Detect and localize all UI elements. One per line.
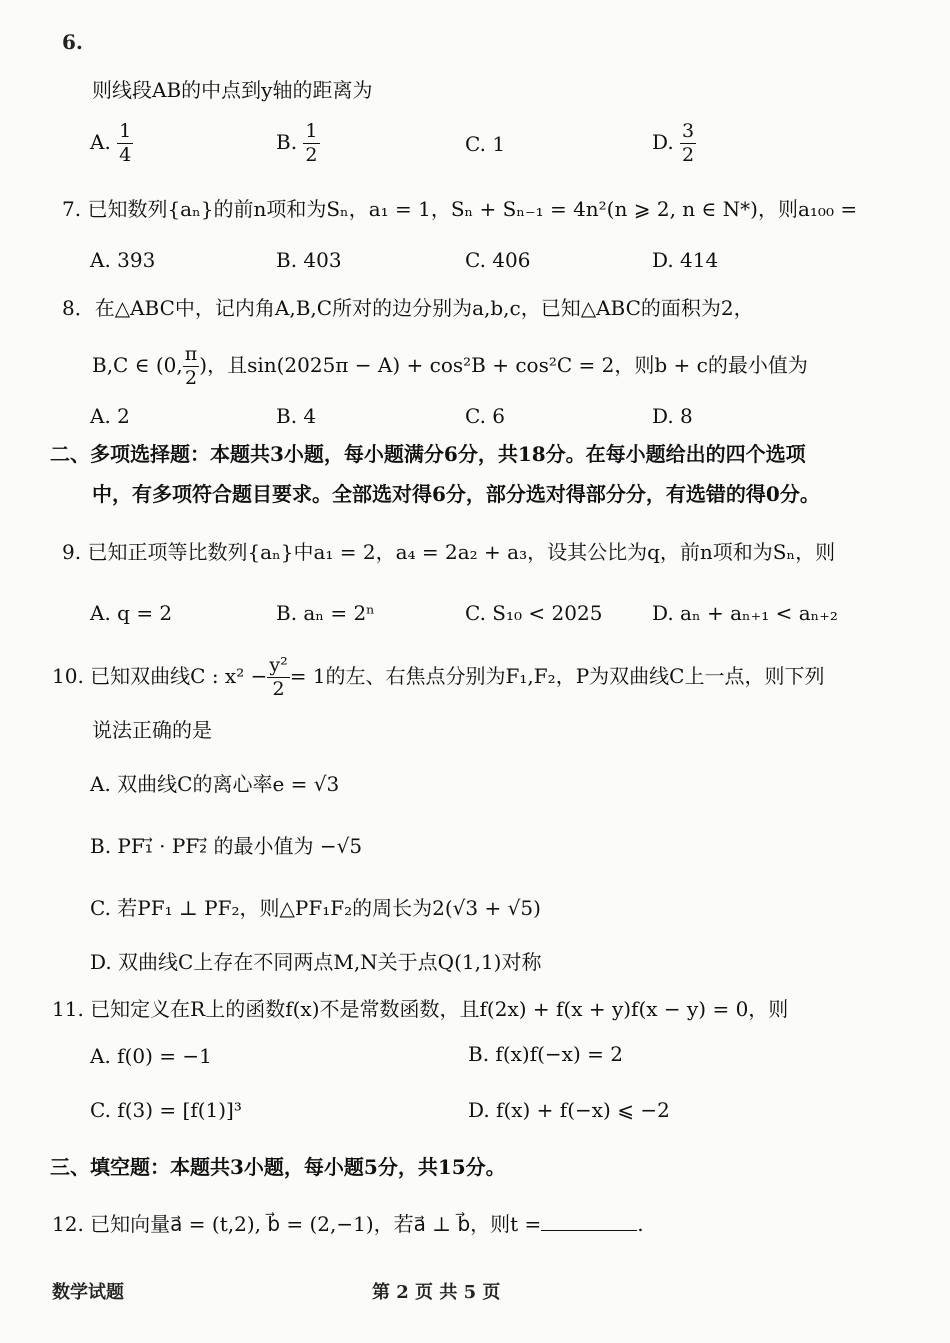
fraction: $\frac{\text{y²}}{2}$ xyxy=(269,654,288,700)
section2-heading-line2: 中，有多项符合题目要求。全部选对得6分，部分选对得部分分，有选错的得0分。 xyxy=(92,482,820,506)
q10-option-d: D. 双曲线C上存在不同两点M,N关于点Q(1,1)对称 xyxy=(90,950,542,974)
q7-stem: 7. 已知数列{aₙ}的前n项和为Sₙ，a₁ = 1，Sₙ + Sₙ₋₁ = 4n²(n ⩾ 2, n ∈ N*)，则a₁₀₀ = xyxy=(62,197,858,221)
q8-option-a: A. 2 xyxy=(90,404,130,428)
fraction: $\frac{1}{2}$ xyxy=(305,120,318,166)
q8-stem-line2: B,C ∈ (0, $\frac{\pi}{2}$ )，且sin(2025π − A) + cos²B + cos²C = 2，则b + c的最小值为 xyxy=(92,343,808,389)
q6-option-b: B. $\frac{1}{2}$ xyxy=(276,120,318,166)
top-fragment: 6. xyxy=(62,30,83,54)
q10-stem-line2: 说法正确的是 xyxy=(92,718,212,742)
q10-stem-line1: 10. 已知双曲线C : x² − $\frac{\text{y²}}{2}$ = 1的左、右焦点分别为F₁,F₂，P为双曲线C上一点，则下列 xyxy=(52,654,825,700)
fraction: $\frac{1}{4}$ xyxy=(119,120,132,166)
q9-option-c: C. S₁₀ < 2025 xyxy=(465,601,603,625)
q8-stem-line1: 8．在△ABC中，记内角A,B,C所对的边分别为a,b,c，已知△ABC的面积为2， xyxy=(62,296,754,320)
footer-subject: 数学试题 xyxy=(52,1282,124,1303)
q7-option-d: D. 414 xyxy=(652,248,719,272)
q10-option-b: B. PF₁⃗ · PF₂⃗ 的最小值为 −√5 xyxy=(90,834,363,858)
q11-option-b: B. f(x)f(−x) = 2 xyxy=(468,1042,623,1066)
q7-option-c: C. 406 xyxy=(465,248,531,272)
q7-option-a: A. 393 xyxy=(90,248,156,272)
q6-stem: 则线段AB的中点到y轴的距离为 xyxy=(92,78,373,102)
fraction: $\frac{3}{2}$ xyxy=(682,120,695,166)
q7-option-b: B. 403 xyxy=(276,248,342,272)
q9-option-a: A. q = 2 xyxy=(90,601,173,625)
section2-heading-line1: 二、多项选择题：本题共3小题，每小题满分6分，共18分。在每小题给出的四个选项 xyxy=(50,442,806,466)
q9-option-d: D. aₙ + aₙ₊₁ < aₙ₊₂ xyxy=(652,601,838,625)
q11-option-c: C. f(3) = [f(1)]³ xyxy=(90,1098,242,1122)
q11-stem: 11. 已知定义在R上的函数f(x)不是常数函数，且f(2x) + f(x + y)f(x − y) = 0，则 xyxy=(52,997,789,1021)
q10-option-c: C. 若PF₁ ⊥ PF₂，则△PF₁F₂的周长为2(√3 + √5) xyxy=(90,896,541,920)
q6-option-d: D. $\frac{3}{2}$ xyxy=(652,120,695,166)
footer-page-number: 第 2 页 共 5 页 xyxy=(372,1282,501,1303)
q10-option-a: A. 双曲线C的离心率e = √3 xyxy=(90,772,340,796)
q6-option-c: C. 1 xyxy=(465,132,506,156)
section3-heading: 三、填空题：本题共3小题，每小题5分，共15分。 xyxy=(50,1155,506,1179)
cut-off-top-line xyxy=(0,0,950,60)
q11-option-a: A. f(0) = −1 xyxy=(90,1044,212,1068)
q11-option-d: D. f(x) + f(−x) ⩽ −2 xyxy=(468,1098,670,1122)
fraction: $\frac{\pi}{2}$ xyxy=(184,343,198,389)
q8-option-b: B. 4 xyxy=(276,404,317,428)
q9-stem: 9. 已知正项等比数列{aₙ}中a₁ = 2，a₄ = 2a₂ + a₃，设其公比为q，前n项和为Sₙ，则 xyxy=(62,540,836,564)
q8-option-c: C. 6 xyxy=(465,404,506,428)
q12-stem: 12. 已知向量a⃗ = (t,2), b⃗ = (2,−1)，若a⃗ ⊥ b⃗，则t = . xyxy=(52,1212,644,1236)
q6-option-a: A. $\frac{1}{4}$ xyxy=(90,120,132,166)
q8-option-d: D. 8 xyxy=(652,404,693,428)
answer-blank xyxy=(541,1210,637,1231)
q9-option-b: B. aₙ = 2ⁿ xyxy=(276,601,375,625)
